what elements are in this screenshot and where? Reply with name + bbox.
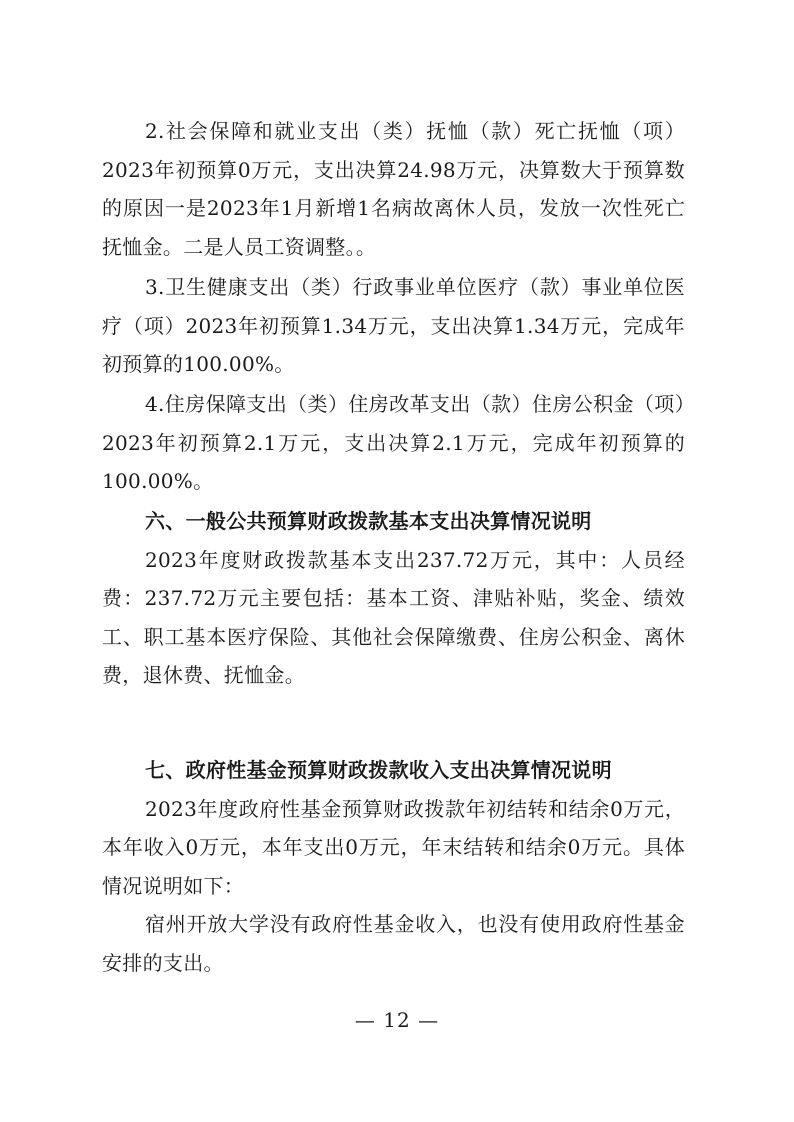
page-number: — 12 — [354, 1008, 440, 1032]
paragraph-housing-text: 4.住房保障支出（类）住房改革支出（款）住房公积金（项）2023年初预算2.1万元，支出决算2.1万元，完成年初预算的100.00%。 [102, 392, 685, 493]
paragraph-health-text: 3.卫生健康支出（类）行政事业单位医疗（款）事业单位医疗（项）2023年初预算1.34万元，支出决算1.34万元，完成年初预算的100.00%。 [102, 275, 685, 376]
section-seven-body-1: 2023年度政府性基金预算财政拨款年初结转和结余0万元，本年收入0万元，本年支出0万元，年末结转和结余0万元。具体情况说明如下： [102, 796, 685, 898]
section-seven [102, 751, 685, 982]
paragraph-health [102, 268, 685, 384]
paragraph-social-security-text: 2.社会保障和就业支出（类）抚恤（款）死亡抚恤（项）2023年初预算0万元，支出决算24.98万元，决算数大于预算数的原因一是2023年1月新增1名病故离休人员，发放一次性死亡抚恤金。二是人员工资调整。。 [102, 119, 685, 259]
section-six [102, 502, 685, 695]
section-seven-body-2: 宿州开放大学没有政府性基金收入，也没有使用政府性基金安排的支出。 [102, 912, 685, 975]
section-seven-heading: 七、政府性基金预算财政拨款收入支出决算情况说明 [145, 758, 612, 782]
paragraph-social-security [102, 112, 685, 266]
paragraph-housing [102, 385, 685, 501]
section-six-body: 2023年度财政拨款基本支出237.72万元，其中：人员经费：237.72万元主要包括：基本工资、津贴补贴，奖金、绩效工、职工基本医疗保险、其他社会保障缴费、住房公积金、离休费，退休费、抚恤金。 [102, 547, 685, 687]
section-six-heading: 六、一般公共预算财政拨款基本支出决算情况说明 [145, 509, 592, 533]
